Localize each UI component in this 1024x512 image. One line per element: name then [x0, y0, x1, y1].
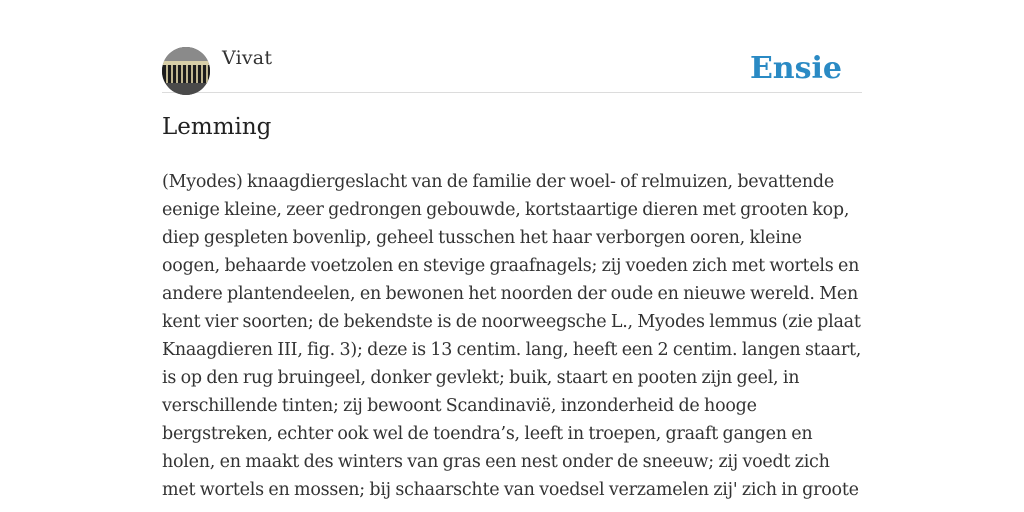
brand-logo[interactable]: Ensie: [749, 51, 842, 86]
header: [162, 46, 862, 93]
book-spines-icon: [162, 47, 210, 95]
article-title: Lemming: [162, 114, 272, 140]
article-body: (Myodes) knaagdiergeslacht van de familie der woel- of relmuizen, bevattende eenige kleine, zeer gedrongen gebouwde, kortstaartige dieren met grooten kop, diep gespleten bovenlip, geheel tusschen het haar verborgen ooren, kleine oogen, behaarde voetzolen en stevige graafnagels; zij voeden zich met wortels en andere plantendeelen, en bewonen het noorden der oude en nieuwe wereld. Men kent vier soorten; de bekendste is de noorweegsche L., Myodes lemmus (zie plaat Knaagdieren III, fig. 3); deze is 13 centim. lang, heeft een 2 centim. langen staart, is op den rug bruingeel, donker gevlekt; buik, staart en pooten zijn geel, in verschillende tinten; zij bewoont Scandinavië, inzonderheid de hooge bergstreken, echter ook wel de toendra’s, leeft in troepen, graaft gangen en holen, en maakt des winters van gras een nest onder de sneeuw; zij voedt zich met wortels en mossen; bij schaarschte van voedsel verzamelen zij' zich in groote: [162, 172, 862, 500]
source-avatar[interactable]: [162, 47, 210, 95]
source-name[interactable]: Vivat: [222, 47, 273, 69]
